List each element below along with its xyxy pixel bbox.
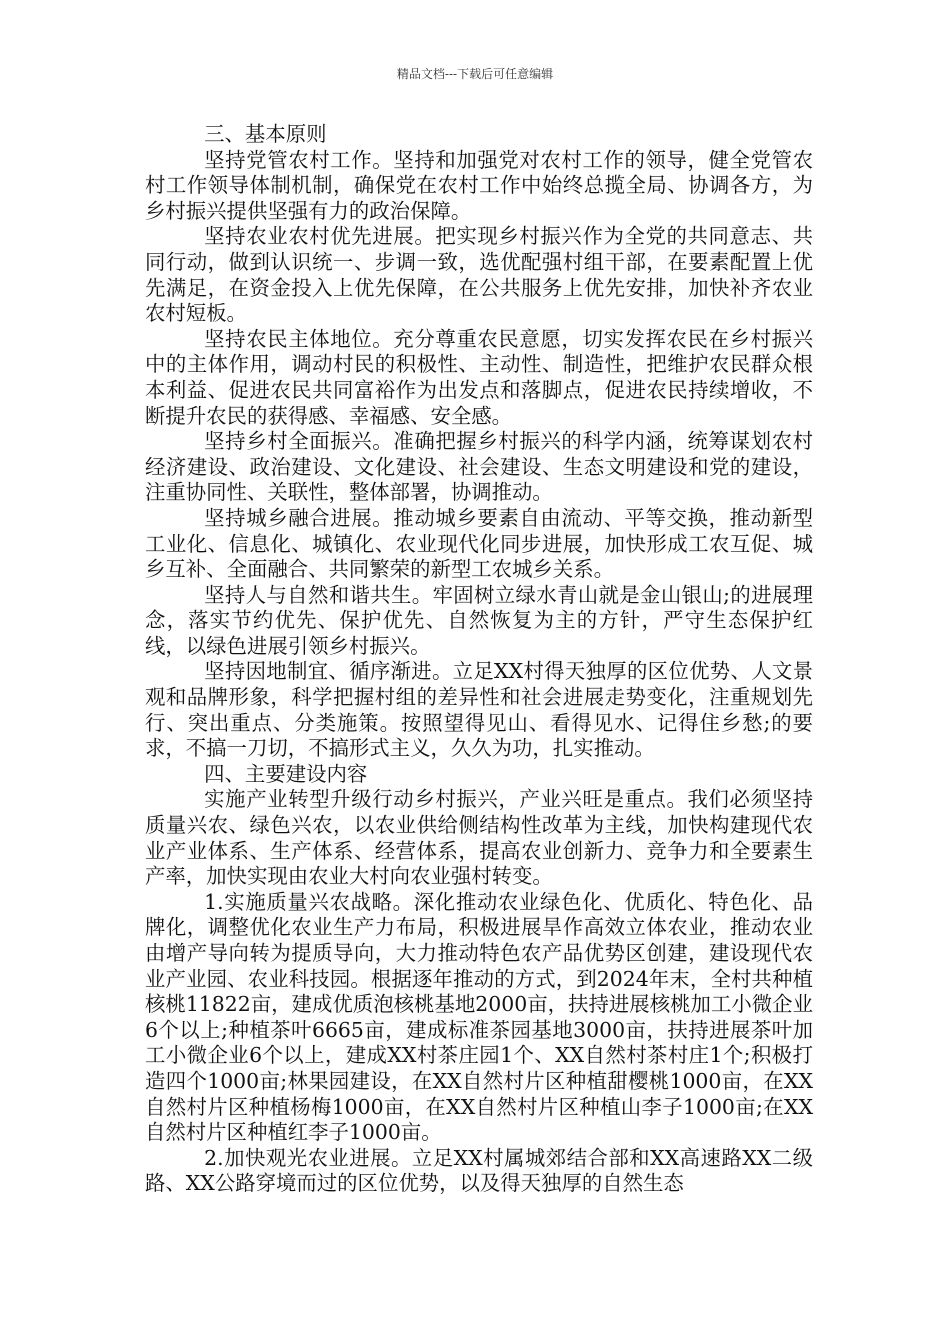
paragraph: 坚持因地制宜、循序渐进。立足XX村得天独厚的区位优势、人文景观和品牌形象，科学把握村组的差异性和社会进展走势变化，注重规划先行、突出重点、分类施策。按照望得见山、看得见水、记得住乡愁;的要求，不搞一刀切，不搞形式主义，久久为功，扎实推动。 [145, 659, 813, 761]
paragraph: 坚持人与自然和谐共生。牢固树立绿水青山就是金山银山;的进展理念，落实节约优先、保护优先、自然恢复为主的方针，严守生态保护红线，以绿色进展引领乡村振兴。 [145, 582, 813, 658]
paragraph: 坚持农民主体地位。充分尊重农民意愿，切实发挥农民在乡村振兴中的主体作用，调动村民的积极性、主动性、制造性，把维护农民群众根本利益、促进农民共同富裕作为出发点和落脚点，促进农民持续增收，不断提升农民的获得感、幸福感、安全感。 [145, 326, 813, 428]
document-body [145, 122, 813, 1197]
page-header: 精品文档---下载后可任意编辑 [396, 67, 554, 81]
paragraph: 2.加快观光农业进展。立足XX村属城郊结合部和XX高速路XX二级路、XX公路穿境而过的区位优势，以及得天独厚的自然生态 [145, 1145, 813, 1196]
section-heading-main-construction: 四、主要建设内容 [204, 761, 368, 786]
paragraph: 坚持党管农村工作。坚持和加强党对农村工作的领导，健全党管农村工作领导体制机制，确保党在农村工作中始终总揽全局、协调各方，为乡村振兴提供坚强有力的政治保障。 [145, 147, 813, 223]
paragraph: 1.实施质量兴农战略。深化推动农业绿色化、优质化、特色化、品牌化，调整优化农业生产力布局，积极进展旱作高效立体农业，推动农业由增产导向转为提质导向，大力推动特色农产品优势区创建，建设现代农业产业园、农业科技园。根据逐年推动的方式，到2024年末，全村共种植核桃11822亩，建成优质泡核桃基地2000亩，扶持进展核桃加工小微企业6个以上;种植茶叶6665亩，建成标准茶园基地3000亩，扶持进展茶叶加工小微企业6个以上，建成XX村茶庄园1个、XX自然村茶村庄1个;积极打造四个1000亩;林果园建设，在XX自然村片区种植甜樱桃1000亩，在XX自然村片区种植杨梅1000亩，在XX自然村片区种植山李子1000亩;在XX自然村片区种植红李子1000亩。 [145, 889, 813, 1145]
paragraph: 实施产业转型升级行动乡村振兴，产业兴旺是重点。我们必须坚持质量兴农、绿色兴农，以农业供给侧结构性改革为主线，加快构建现代农业产业体系、生产体系、经营体系，提高农业创新力、竞争力和全要素生产率，加快实现由农业大村向农业强村转变。 [145, 787, 813, 889]
paragraph: 坚持城乡融合进展。推动城乡要素自由流动、平等交换，推动新型工业化、信息化、城镇化、农业现代化同步进展，加快形成工农互促、城乡互补、全面融合、共同繁荣的新型工农城乡关系。 [145, 505, 813, 582]
paragraph: 坚持农业农村优先进展。把实现乡村振兴作为全党的共同意志、共同行动，做到认识统一、步调一致，选优配强村组干部，在要素配置上优先满足，在资金投入上优先保障，在公共服务上优先安排，加快补齐农业农村短板。 [145, 224, 813, 326]
section-heading-basic-principles: 三、基本原则 [204, 122, 327, 146]
paragraph: 坚持乡村全面振兴。准确把握乡村振兴的科学内涵，统筹谋划农村经济建设、政治建设、文化建设、社会建设、生态文明建设和党的建设，注重协同性、关联性，整体部署，协调推动。 [145, 429, 813, 505]
